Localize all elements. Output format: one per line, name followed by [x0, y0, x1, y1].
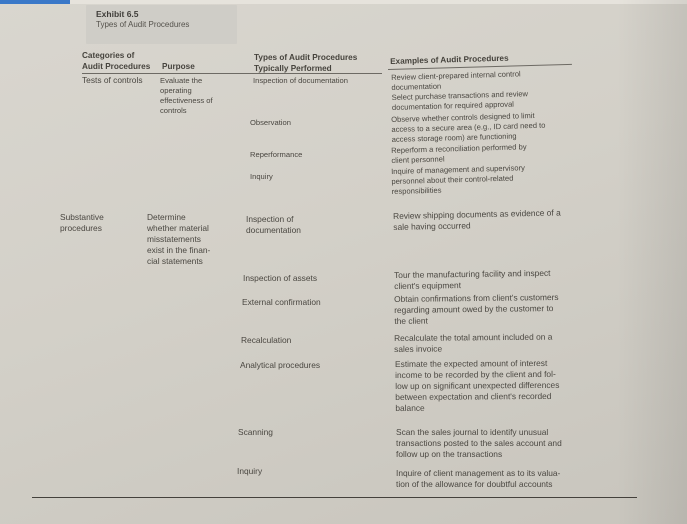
example-line: follow up on the transactions	[396, 449, 503, 459]
example-line: Recalculate the total amount included on a	[394, 331, 553, 343]
example-line: income to be recorded by the client and fol-	[395, 368, 556, 380]
purpose-substantive	[147, 212, 210, 267]
example-line: Observe whether controls designed to limit	[391, 110, 535, 124]
exhibit-title-box	[86, 5, 237, 44]
purpose-substantive-line: whether material	[147, 223, 209, 233]
example-line: tion of the allowance for doubtful accounts	[396, 479, 553, 489]
examples-external-confirmation	[394, 292, 559, 327]
purpose-substantive-line: exist in the finan-	[147, 245, 211, 255]
example-line: personnel about their control-related	[391, 173, 514, 186]
examples-inspection-of-documentation	[393, 207, 561, 233]
purpose-controls	[160, 76, 213, 116]
table-bottom-rule	[32, 497, 637, 498]
example-line: low up on significant unexpected differences	[395, 379, 560, 391]
type-reperformance: Reperformance	[250, 150, 303, 159]
example-line: access storage room) are functioning	[391, 131, 517, 144]
header-categories-line1: Categories of	[82, 51, 135, 60]
example-line: client personnel	[391, 154, 445, 165]
header-rule-left	[82, 73, 382, 74]
type-inquiry-controls: Inquiry	[250, 172, 273, 181]
type-inspection-of-documentation	[246, 214, 301, 236]
example-line: balance	[395, 402, 425, 413]
type-line: Inspection of	[246, 214, 294, 224]
header-categories	[82, 50, 150, 72]
blue-tab-strip	[0, 0, 70, 4]
example-line: documentation for required approval	[391, 99, 515, 112]
header-types-line2: Typically Performed	[254, 64, 332, 73]
purpose-controls-line: effectiveness of	[160, 96, 213, 105]
examples-scanning	[396, 427, 562, 460]
example-line: Estimate the expected amount of interest	[395, 357, 548, 369]
example-line: Review client-prepared internal control	[391, 69, 521, 82]
example-line: Inquire of management and supervisory	[391, 163, 526, 176]
examples-inquiry-substantive	[396, 468, 560, 490]
examples-reperformance	[391, 142, 527, 166]
purpose-controls-line: operating	[160, 86, 192, 95]
purpose-controls-line: controls	[160, 106, 187, 115]
example-line: Tour the manufacturing facility and inspect	[394, 267, 551, 280]
exhibit-label: Exhibit 6.5	[96, 9, 139, 19]
type-scanning: Scanning	[238, 427, 273, 437]
header-types-line1: Types of Audit Procedures	[254, 53, 358, 62]
category-tests-of-controls: Tests of controls	[82, 75, 143, 85]
example-line: sale having occurred	[393, 220, 471, 232]
example-line: responsibilities	[391, 185, 442, 196]
page-shadow	[617, 0, 687, 524]
type-inspection-of-assets: Inspection of assets	[243, 273, 318, 283]
header-purpose: Purpose	[162, 62, 195, 71]
examples-inquiry-controls	[391, 163, 526, 197]
example-line: the client	[394, 315, 428, 326]
example-line: Reperform a reconciliation performed by	[391, 142, 527, 155]
example-line: transactions posted to the sales account and	[396, 438, 562, 448]
type-recalculation: Recalculation	[241, 335, 292, 345]
examples-inspection-documentation	[391, 69, 528, 113]
purpose-substantive-line: misstatements	[147, 234, 201, 244]
examples-analytical-procedures	[395, 358, 560, 414]
examples-inspection-of-assets	[394, 268, 551, 292]
page-top-edge	[0, 0, 687, 4]
purpose-substantive-line: Determine	[147, 212, 186, 222]
header-examples: Examples of Audit Procedures	[390, 53, 509, 66]
purpose-controls-line: Evaluate the	[160, 76, 203, 85]
example-line: Inquire of client management as to its valua-	[396, 468, 561, 478]
type-analytical-procedures: Analytical procedures	[240, 360, 321, 370]
type-external-confirmation: External confirmation	[242, 297, 321, 307]
example-line: client's equipment	[394, 280, 462, 291]
type-observation: Observation	[250, 118, 291, 127]
type-inspection-documentation: Inspection of documentation	[253, 76, 348, 85]
examples-observation	[391, 111, 546, 145]
example-line: Review shipping documents as evidence of a	[393, 207, 561, 221]
type-line: documentation	[246, 225, 301, 235]
header-types	[254, 52, 357, 74]
example-line: between expectation and client's recorded	[395, 390, 552, 402]
example-line: regarding amount owed by the customer to	[394, 303, 554, 315]
example-line: Obtain confirmations from client's customers	[394, 291, 559, 304]
type-inquiry-substantive: Inquiry	[237, 466, 263, 476]
example-line: Select purchase transactions and review	[391, 89, 529, 102]
example-line: documentation	[391, 81, 442, 92]
category-line: procedures	[60, 223, 102, 233]
examples-recalculation	[394, 332, 552, 355]
example-line: Scan the sales journal to identify unusual	[396, 427, 549, 437]
category-line: Substantive	[60, 212, 104, 222]
purpose-substantive-line: cial statements	[147, 256, 203, 266]
exhibit-title: Types of Audit Procedures	[96, 20, 190, 29]
header-categories-line2: Audit Procedures	[82, 62, 151, 71]
example-line: sales invoice	[394, 343, 443, 354]
example-line: access to a secure area (e.g., ID card need to	[391, 120, 546, 134]
category-substantive-procedures	[60, 212, 104, 234]
